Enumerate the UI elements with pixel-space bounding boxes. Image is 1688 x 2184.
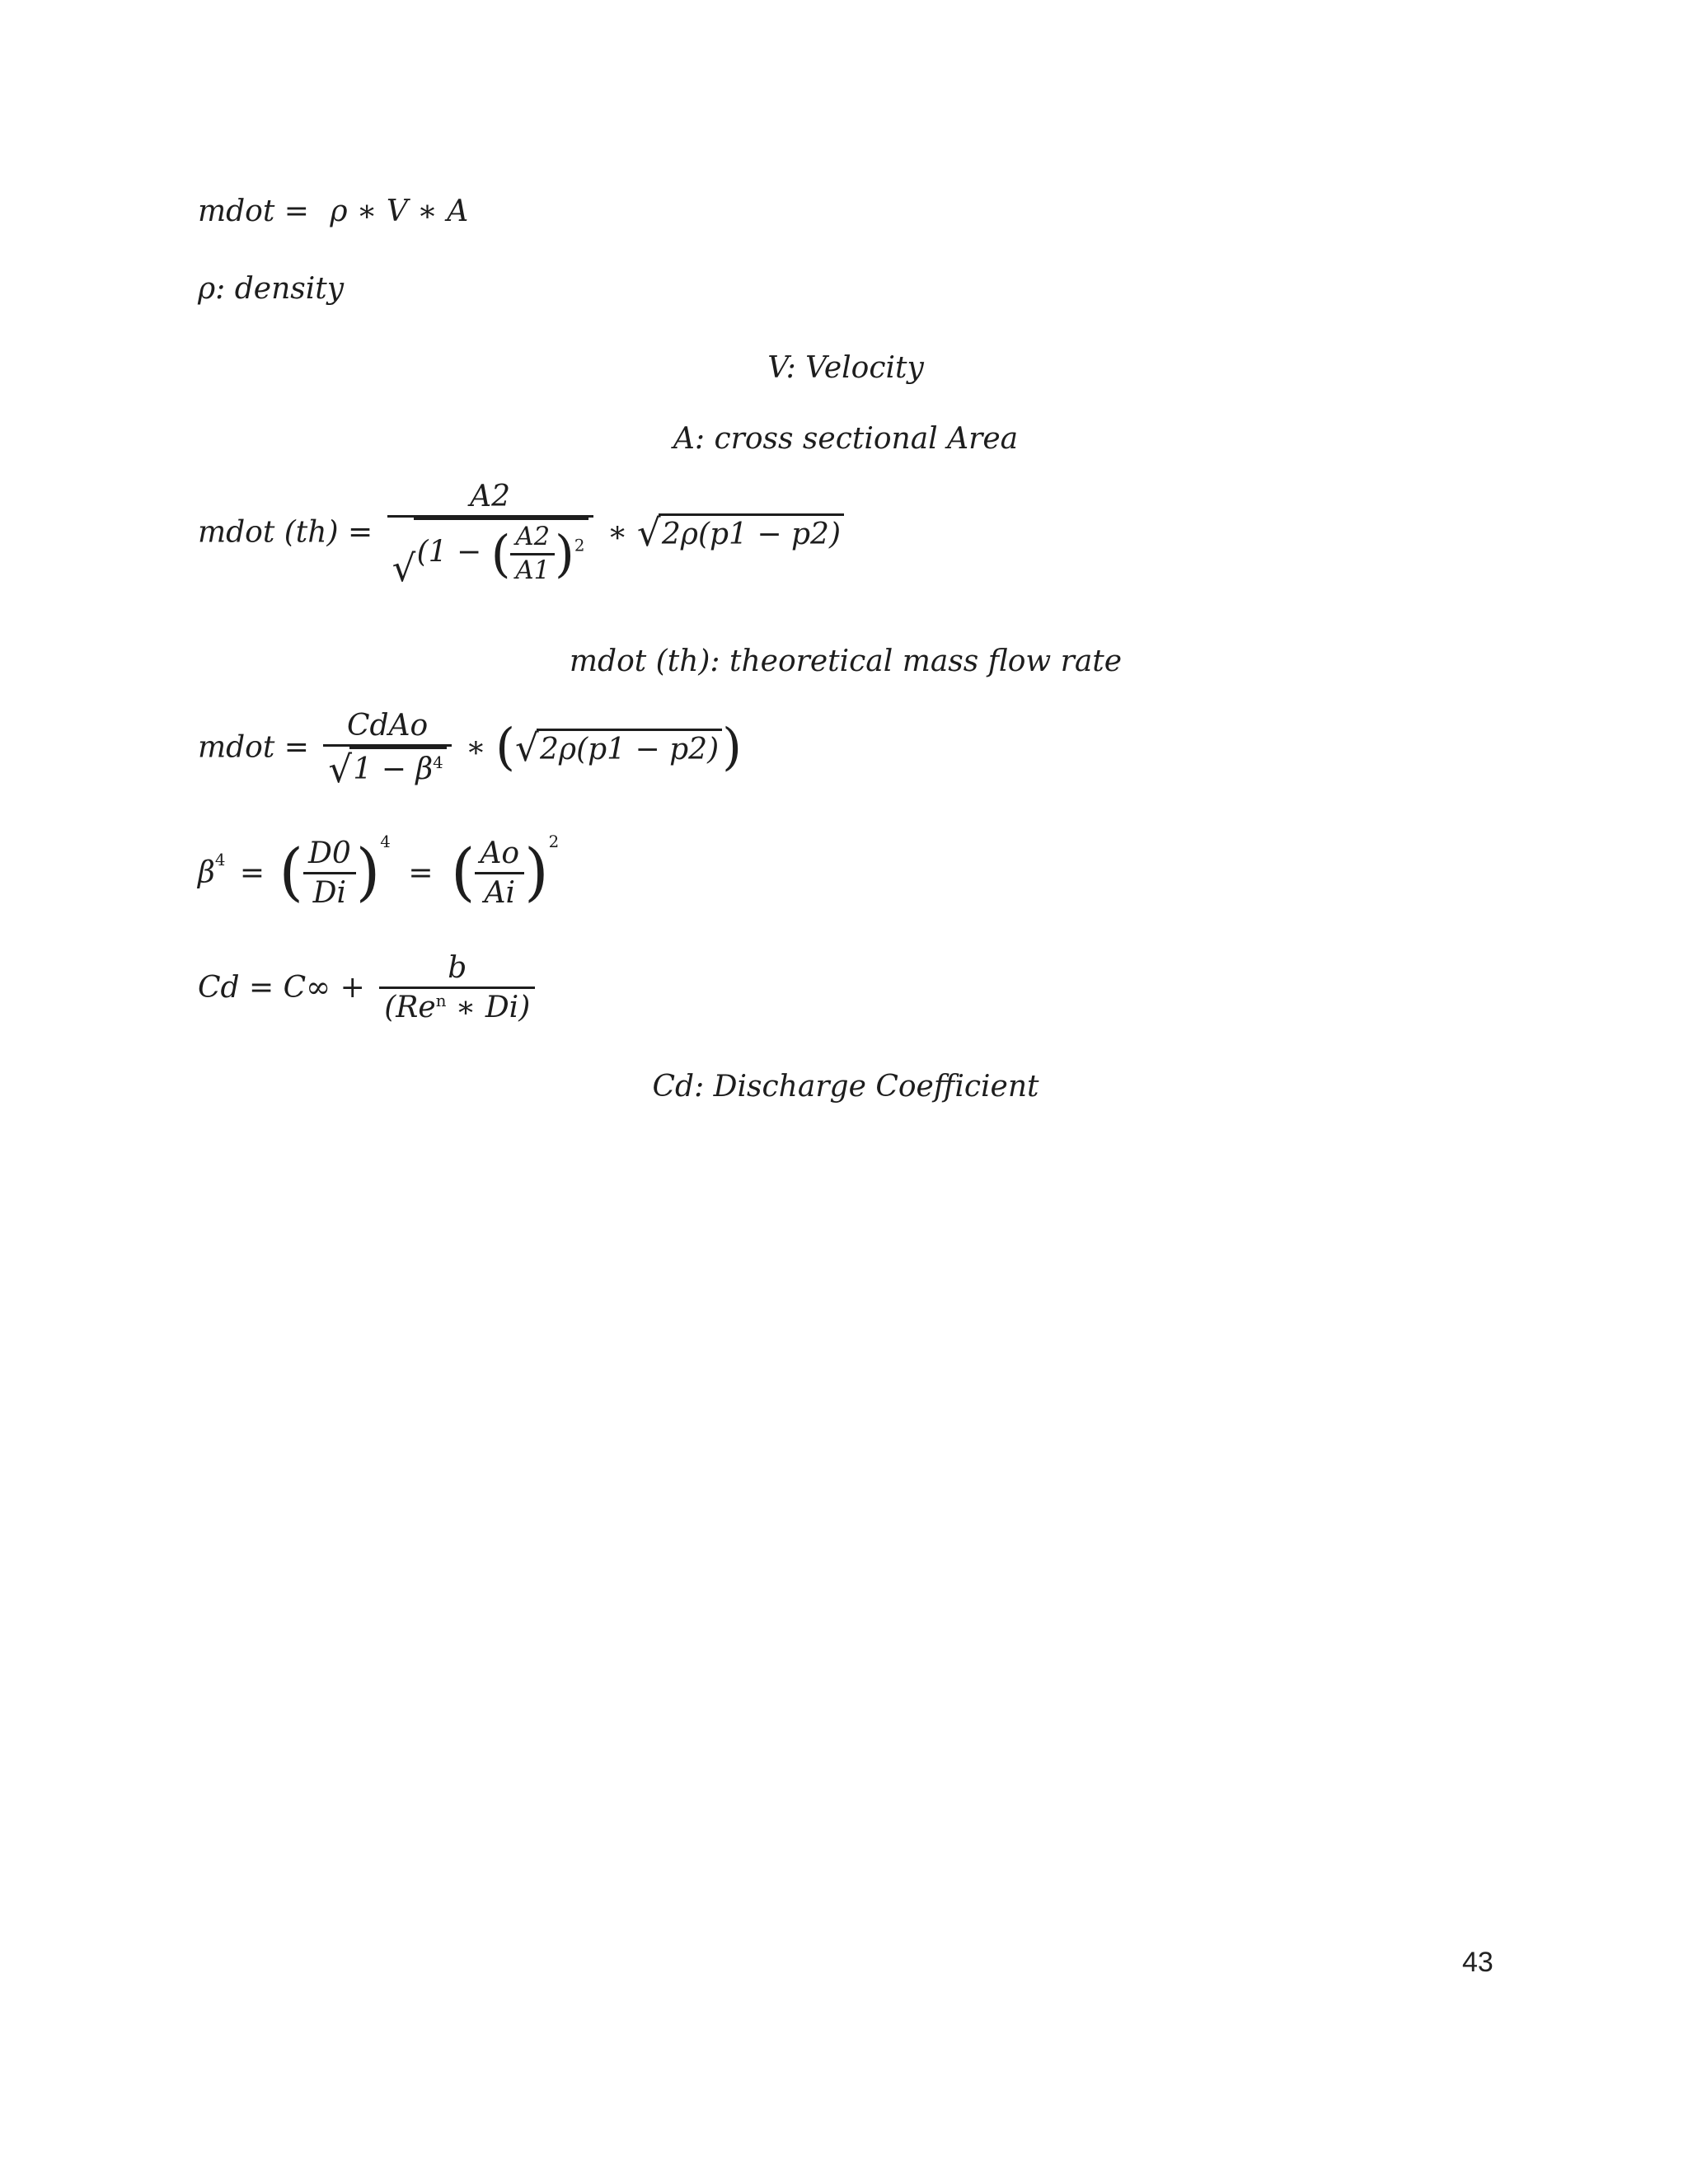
theoretical-den-sqrt: √ (1 − ( $\frac{A2}{A1}$ )$^2$ [392,518,588,587]
theoretical-lhs: mdot (th) = [198,515,373,550]
theoretical-fraction [387,478,593,591]
area-ratio-fraction-beta: $\frac{Ao}{Ai}$ [475,835,524,912]
actual-times: ∗ [466,730,486,765]
actual-mass-flow-equation: mdot = CdAo √ $1 - \beta^4$ ∗ ( √ 2ρ(p1 − p2)) [198,709,742,791]
area-caption: A: cross sectional Area [673,422,1019,456]
theoretical-numerator: A2 [387,478,593,518]
actual-numerator: CdAo [323,707,451,747]
area-ratio-fraction: $\frac{A2}{A1}$ [510,522,555,587]
density-definition: ρ: density [198,272,345,306]
area-ratio-exponent: 2 [574,536,585,555]
mass-flow-lhs: mdot = [198,194,309,228]
pressure-sqrt: √ 2ρ(p1 − p2) [637,513,844,551]
actual-denominator: √ $1 - \beta^4$ [323,747,451,788]
actual-pressure-radicand: 2ρ(p1 − p2) [537,729,722,766]
actual-lhs: mdot = [198,730,309,765]
diameter-ratio-fraction: $\frac{D0}{Di}$ [303,835,356,912]
theoretical-rate-caption: mdot (th): theoretical mass flow rate [569,644,1123,678]
theoretical-denominator [387,518,593,591]
discharge-lhs: Cd = C∞ + [198,971,365,1005]
theoretical-mass-flow-equation [198,478,844,591]
actual-pressure-sqrt: √ 2ρ(p1 − p2) [515,729,722,766]
discharge-fraction: $\frac{b}{(Re^n ∗ Di)}$ [379,949,535,1026]
beta-lhs: β [198,855,215,890]
discharge-coefficient-equation [198,949,540,1026]
page-number: 43 [1462,1947,1493,1978]
den-open: (1 − [416,535,482,569]
theoretical-times: ∗ [607,515,628,550]
actual-fraction [323,707,451,791]
sqrt-symbol: √ [392,546,416,591]
velocity-caption: V: Velocity [767,351,924,385]
pressure-radicand: 2ρ(p1 − p2) [659,513,844,551]
mass-flow-equation [198,194,468,228]
discharge-caption: Cd: Discharge Coefficient [652,1070,1039,1104]
beta-equation: $\beta^4$ = ( $\frac{D0}{Di}$ )$^4$ = ( $\frac{Ao}{Ai}$ )$^2$ [198,832,560,910]
mass-flow-rhs: ρ ∗ V ∗ A [330,194,469,228]
